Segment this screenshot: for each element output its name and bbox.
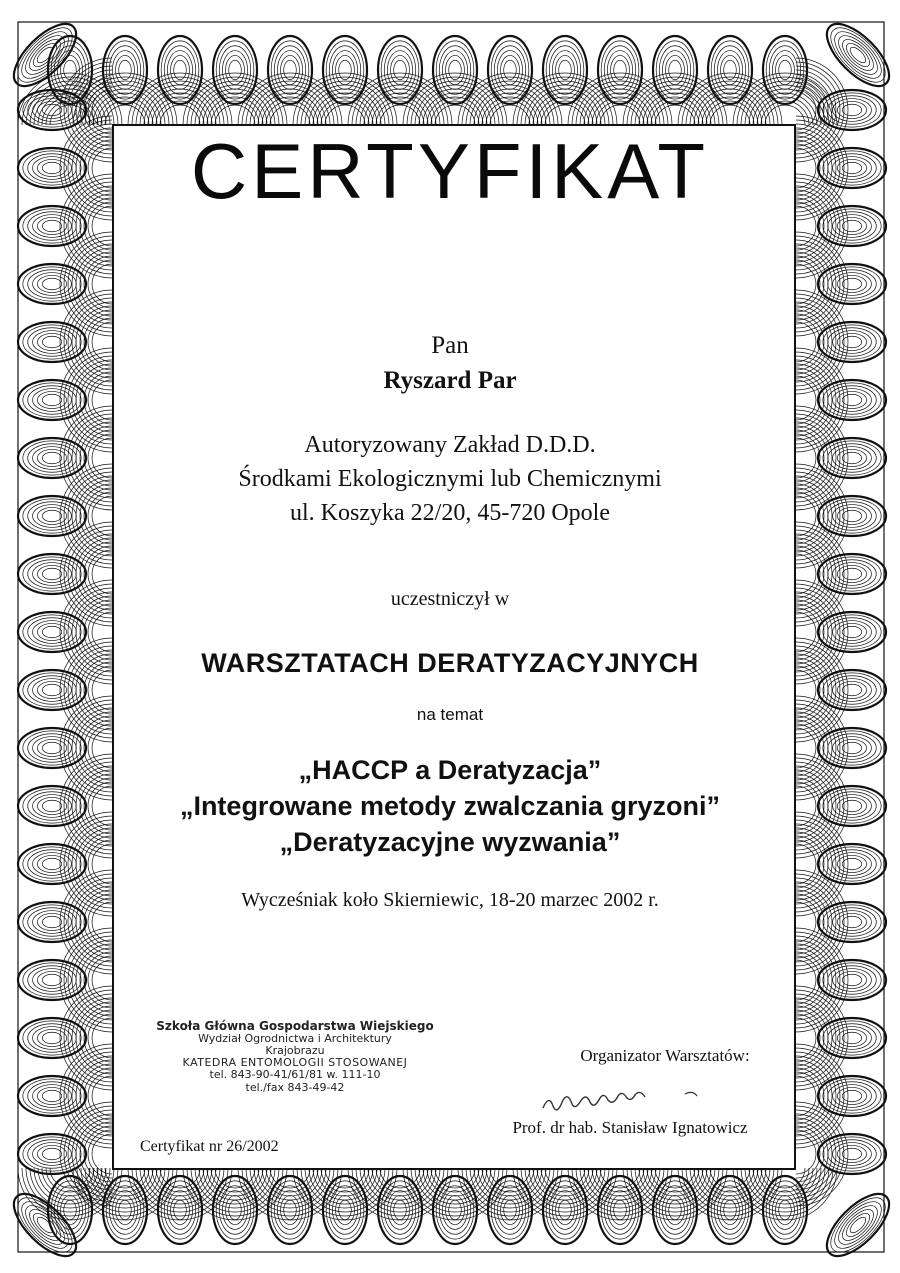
signer-name: Prof. dr hab. Stanisław Ignatowicz: [512, 1118, 748, 1137]
organization-line-1: Autoryzowany Zakład D.D.D.: [304, 432, 596, 458]
stamp-line-5: tel. 843-90-41/61/81 w. 111-10: [209, 1068, 381, 1082]
participated-text: uczestniczył w: [390, 588, 510, 610]
organization-line-2: Środkami Ekologicznymi lub Chemicznymi: [238, 466, 662, 492]
handwritten-signature: [535, 1080, 735, 1120]
stamp-line-3: Krajobrazu: [265, 1044, 325, 1058]
stamp-line-2: Wydział Ogrodnictwa i Architektury: [198, 1032, 392, 1046]
recipient-name: Ryszard Par: [383, 367, 517, 394]
certificate-content-frame: [112, 124, 796, 1170]
topic-2: „Integrowane metody zwalczania gryzoni”: [179, 791, 721, 821]
organizer-label: Organizator Warsztatów:: [580, 1046, 750, 1065]
topic-3: „Deratyzacyjne wyzwania”: [279, 827, 621, 857]
topic-intro: na temat: [416, 705, 484, 724]
organization-address: ul. Koszyka 22/20, 45-720 Opole: [290, 500, 610, 526]
stamp-line-4: KATEDRA ENTOMOLOGII STOSOWANEJ: [182, 1056, 408, 1070]
institution-stamp: [150, 1020, 440, 1094]
event-title: WARSZTATACH DERATYZACYJNYCH: [201, 648, 699, 678]
place-and-date: Wycześniak koło Skierniewic, 18-20 marzec 2002 r.: [241, 889, 659, 911]
topic-1: „HACCP a Deratyzacja”: [298, 755, 602, 785]
certificate-title: CERTYFIKAT: [190, 127, 710, 215]
stamp-line-6: tel./fax 843-49-42: [245, 1080, 345, 1094]
salutation: Pan: [431, 332, 469, 359]
stamp-line-1: Szkoła Główna Gospodarstwa Wiejskiego: [156, 1019, 434, 1033]
certificate-number: Certyfikat nr 26/2002: [140, 1138, 279, 1155]
